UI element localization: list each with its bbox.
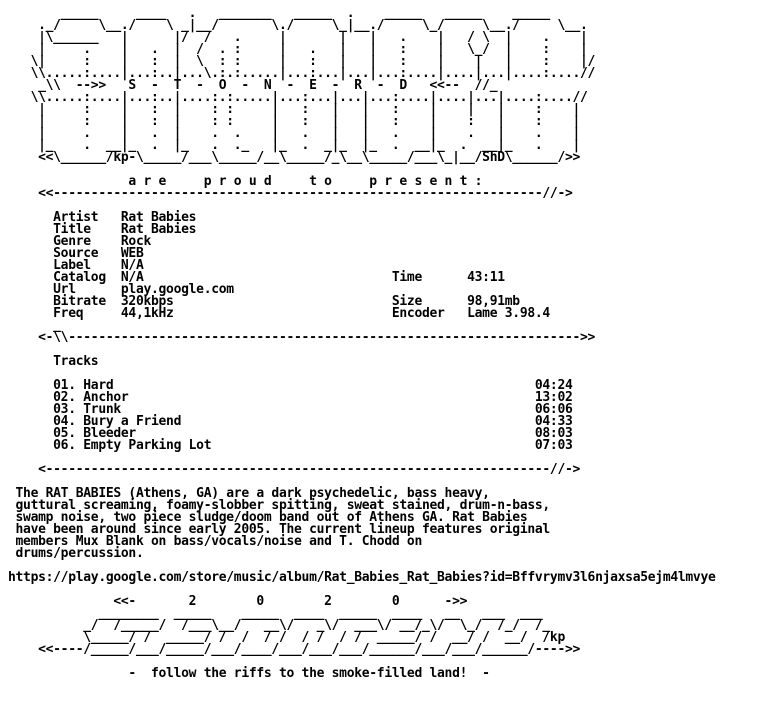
nfo-line: Catalog N/A Time 43:11 xyxy=(8,270,505,285)
nfo-line: 06. Empty Parking Lot 07:03 xyxy=(8,438,573,453)
nfo-line: Url play.google.com xyxy=(8,282,234,297)
nfo-line: 02. Anchor 13:02 xyxy=(8,390,573,405)
nfo-line: | : | : | : : | : | | : | : | : | xyxy=(8,114,581,129)
nfo-line: ._/ \__./ \ _|__/ \./ \_|__./ \_/ \__./ \__. xyxy=(8,18,588,33)
nfo-line: | . | . | . . | . | | . | . | . | xyxy=(8,126,581,141)
nfo-line: \_____/ / _____/ / / / / / / / / _____/ / __/ / __/ /kp xyxy=(8,630,565,645)
nfo-line: Freq 44,1kHz Encoder Lame 3.98.4 xyxy=(8,306,550,321)
nfo-line: | : | : | : : | : | | : | | | : | xyxy=(8,102,581,117)
nfo-line: swamp noise, two piece sludge/doom band out of Athens GA. Rat Babies xyxy=(8,510,528,525)
nfo-line: _ xyxy=(8,318,61,333)
nfo-line: \| : | : | \ : : | : | | : | | | : |/ xyxy=(8,54,596,69)
nfo-line: https://play.google.com/store/music/album/Rat_Babies_Rat_Babies?id=Bffvrymv3l6njaxsa5ejm4lmvye xyxy=(8,570,716,585)
nfo-line: Bitrate 320kbps Size 98,91mb xyxy=(8,294,520,309)
nfo-line: <<\______/kp-\_____/___\_____/__\_____/_\__\_____/___\_|__/ShD\______/>> xyxy=(8,150,581,165)
nfo-line: \\.....:....|...:..|...\.:.:.....|...:...|...|...:....|....|...|....:....// xyxy=(8,66,596,81)
nfo-line: <<- 2 0 2 0 ->> xyxy=(8,594,468,609)
nfo-line: a r e p r o u d t o p r e s e n t : xyxy=(8,174,483,189)
nfo-line: | . | . | / . : | . | | : | \_/ | : | xyxy=(8,42,588,57)
nfo-line: ________ _____ _____ ____ _____ ____ __ ___ ___ xyxy=(8,606,543,621)
nfo-line: Title Rat Babies xyxy=(8,222,197,237)
nfo-line: _____ ____ . _______ _____ . _____ _____ _____ xyxy=(8,8,550,21)
nfo-line: <-\\-------------------------------------------------------------------->> xyxy=(8,330,596,345)
nfo-line: _/ /_____/ /___\__/ __\/ _\/ ___\/ __/_\/ \_/ /_/ /_ xyxy=(8,618,550,633)
nfo-line: <-------------------------------------------------------------------//-> xyxy=(8,462,581,477)
nfo-line: guttural screaming, foamy-slobber spitting, sweat stained, drum-n-bass, xyxy=(8,498,550,513)
nfo-line: members Mux Blank on bass/vocals/noise and T. Chodd on xyxy=(8,534,422,549)
nfo-line: 01. Hard 04:24 xyxy=(8,378,573,393)
nfo-line xyxy=(8,344,760,356)
nfo-line: _\\ -->> S - T - O - N - E - R - D <<-- //_ xyxy=(8,78,498,93)
nfo-line: drums/percussion. xyxy=(8,546,144,561)
nfo-line: Tracks xyxy=(8,354,99,369)
nfo-line: <<-----------------------------------------------------------------//-> xyxy=(8,186,573,201)
nfo-line: The RAT BABIES (Athens, GA) are a dark psychedelic, bass heavy, xyxy=(8,486,490,501)
nfo-line: 04. Bury a Friend 04:33 xyxy=(8,414,573,429)
nfo-line: 03. Trunk 06:06 xyxy=(8,402,573,417)
nfo-line: - follow the riffs to the smoke-filled land! - xyxy=(8,666,490,680)
nfo-line: <<----/_____/___/_____/___/____/___/___/___/______/___/___/______/---->> xyxy=(8,642,581,657)
nfo-line: Source WEB xyxy=(8,246,144,261)
nfo-line: \\.....:....|...:..|....:.:.....|...:...|...|...:....|....|...|....:....// xyxy=(8,90,588,105)
nfo-line: Artist Rat Babies xyxy=(8,210,197,225)
nfo-line: |_ . __|_ . |_ . ._ |_ . _|_ |_ . __|_ . __|_ . | xyxy=(8,138,581,153)
nfo-line: Label N/A xyxy=(8,258,144,273)
nfo-line: |\______ | |/ / . | | | . | / \ | . | xyxy=(8,30,588,45)
nfo-line: 05. Bleeder 08:03 xyxy=(8,426,573,441)
nfo-line: Genre Rock xyxy=(8,234,152,249)
nfo-line: have been around since early 2005. The current lineup features original xyxy=(8,522,550,537)
nfo-text-block xyxy=(8,8,760,680)
